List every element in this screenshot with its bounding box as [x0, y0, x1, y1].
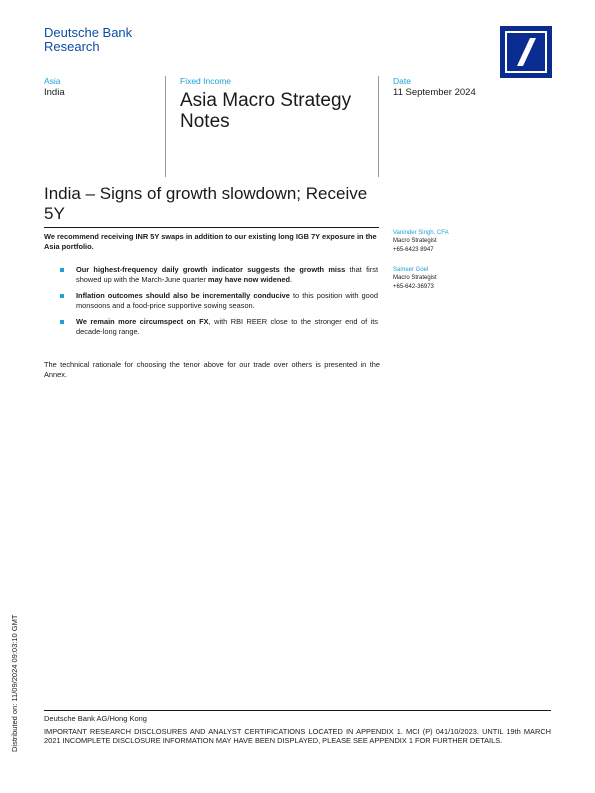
- bullet-square-icon: [60, 268, 64, 272]
- region-value: India: [44, 87, 65, 98]
- bullet-square-icon: [60, 294, 64, 298]
- brand-line-2: Research: [44, 39, 100, 54]
- analyst-phone: +65-642-36973: [393, 284, 434, 290]
- region-label: Asia: [44, 76, 61, 86]
- key-point: [56, 291, 378, 310]
- analyst-name[interactable]: Sameer Goel: [393, 267, 429, 273]
- headline-rule: [44, 227, 379, 228]
- key-point: [56, 317, 378, 336]
- header-divider-1: [165, 76, 166, 177]
- logo-slash-icon: [500, 26, 552, 78]
- key-point-text: , with RBI REER close to the stronger end of its decade-long range.: [76, 317, 378, 336]
- key-point: [56, 265, 378, 284]
- article-lead: We recommend receiving INR 5Y swaps in addition to our existing long IGB 7Y exposure in the Asia portfolio.: [44, 232, 377, 251]
- key-point-bold: may have now widened: [207, 274, 291, 284]
- analyst-card: [393, 229, 543, 255]
- date-value: 11 September 2024: [393, 87, 476, 98]
- footer-rule: [44, 710, 551, 711]
- analyst-phone: +65-6423 8947: [393, 247, 434, 253]
- key-point-text: that first showed up with the March-June quarter: [76, 265, 378, 284]
- date-label: Date: [393, 76, 411, 86]
- distribution-stamp: Distributed on: 11/09/2024 09:03:10 GMT: [10, 614, 19, 752]
- publication-title: Asia Macro Strategy Notes: [180, 90, 352, 132]
- key-points-list: [56, 265, 378, 344]
- article-headline: India – Signs of growth slowdown; Receive 5Y: [44, 184, 368, 223]
- key-point-bold: We remain more circumspect on FX: [76, 317, 209, 327]
- key-point-bold: Inflation outcomes should also be incrementally conducive: [76, 291, 290, 301]
- brand-name: [44, 26, 132, 54]
- key-point-text: .: [290, 274, 293, 284]
- analyst-role: Macro Strategist: [393, 238, 437, 244]
- footer-disclosure: IMPORTANT RESEARCH DISCLOSURES AND ANALYST CERTIFICATIONS LOCATED IN APPENDIX 1. MCI (P) 041/10/2023. UNTIL 19th MARCH 2021 INCOMPLETE DISCLOSURE INFORMATION MAY HAVE BEEN DISPLAYED, PLEASE SEE APPENDIX 1 FOR FURTHER DETAILS.: [44, 727, 551, 746]
- analyst-name[interactable]: Vaninder Singh, CFA: [393, 230, 449, 236]
- bullet-square-icon: [60, 320, 64, 324]
- publication-label: Fixed Income: [180, 76, 232, 86]
- footer-entity: Deutsche Bank AG/Hong Kong: [44, 714, 147, 723]
- key-point-text: to this position with good monsoons and a food-price supportive sowing season.: [76, 291, 378, 310]
- deutsche-bank-logo-icon: [500, 26, 552, 78]
- brand-line-1: Deutsche Bank: [44, 25, 133, 40]
- header-divider-2: [378, 76, 379, 177]
- analyst-card: [393, 266, 543, 292]
- analyst-role: Macro Strategist: [393, 275, 437, 281]
- key-point-bold: Our highest-frequency daily growth indicator suggests the growth miss: [76, 265, 346, 274]
- article-closing: The technical rationale for choosing the tenor above for our trade over others is presented in the Annex.: [44, 360, 380, 379]
